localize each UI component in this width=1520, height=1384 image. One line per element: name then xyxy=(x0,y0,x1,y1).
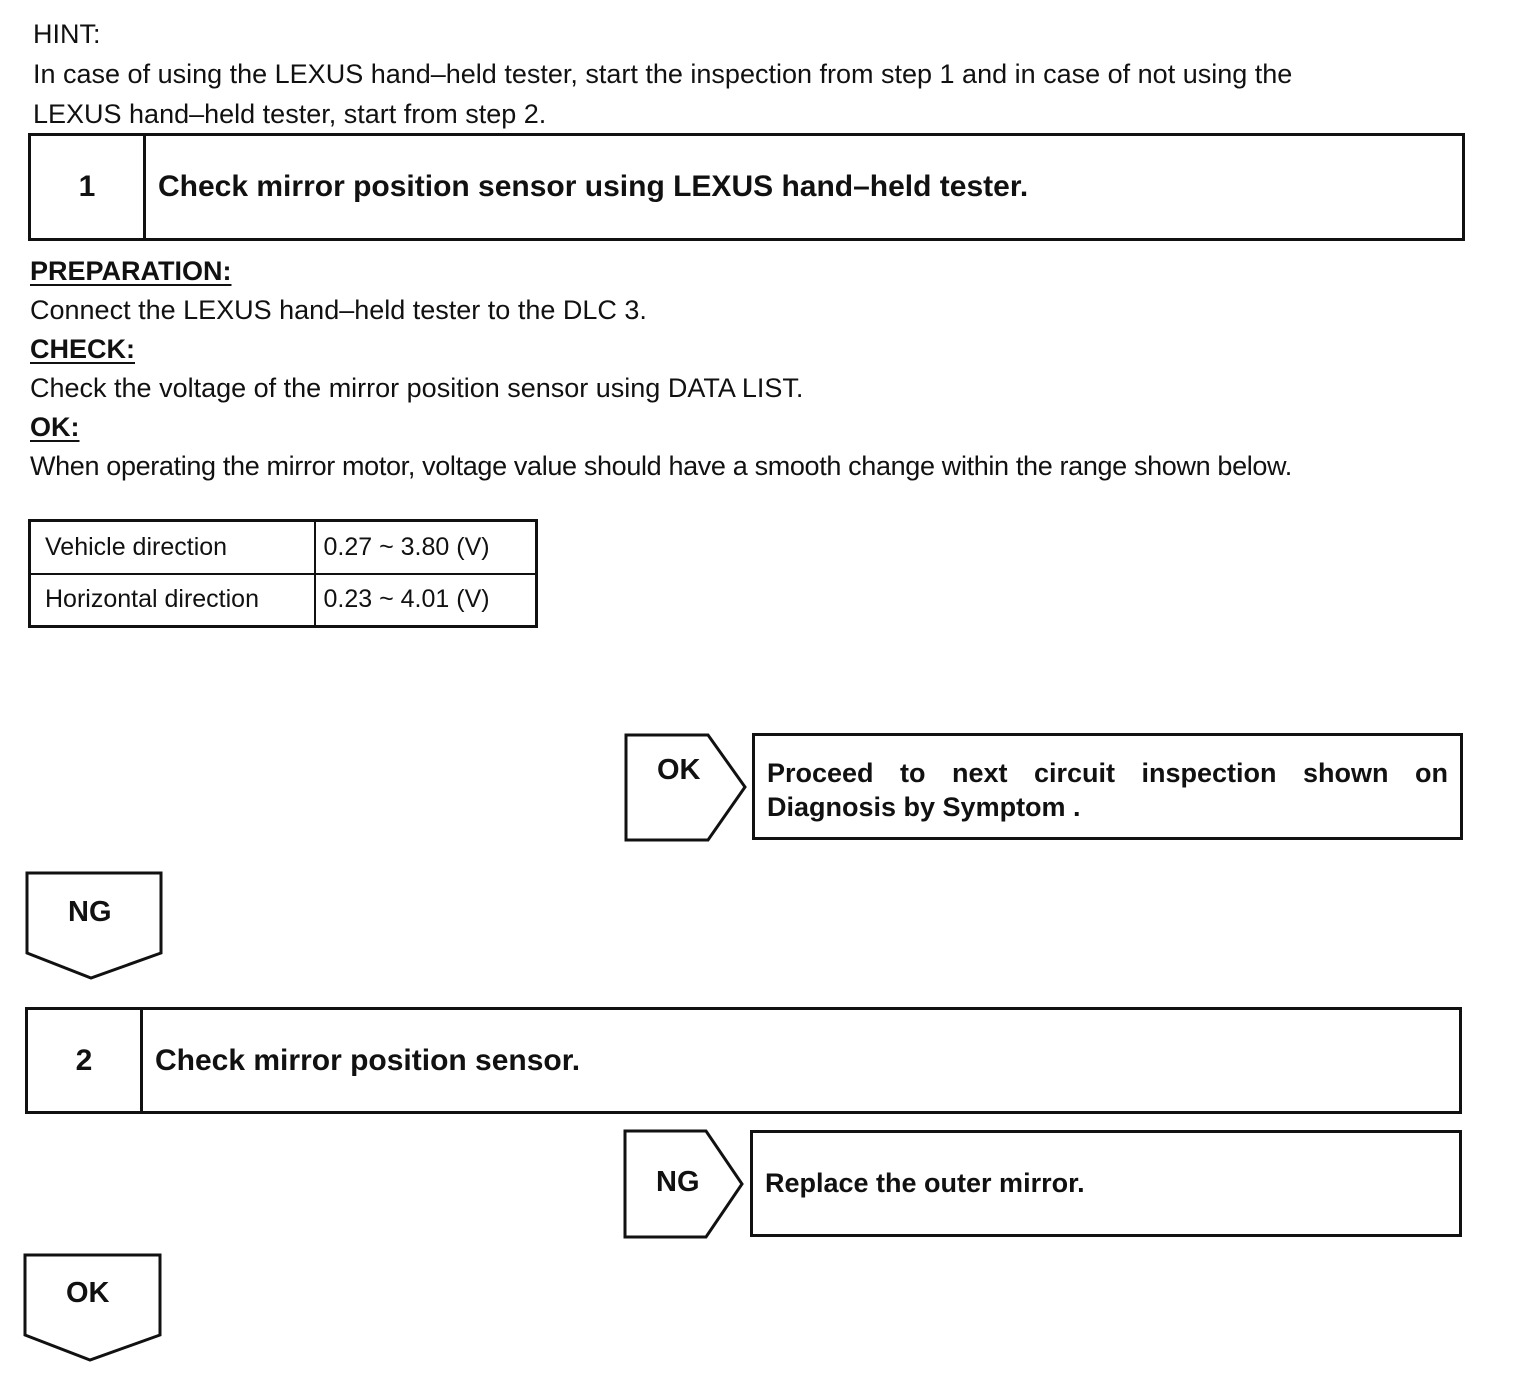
preparation-label: PREPARATION: xyxy=(30,256,232,286)
hint-title: HINT: xyxy=(33,19,101,49)
step-2-title: Check mirror position sensor. xyxy=(155,1043,581,1077)
ok-spec-label: OK: xyxy=(30,412,80,442)
flow-1-ng-label: NG xyxy=(68,896,112,928)
table-cell-direction: Vehicle direction xyxy=(30,521,315,574)
step-2-number: 2 xyxy=(28,1010,143,1111)
check-text: Check the voltage of the mirror position sensor using DATA LIST. xyxy=(30,373,804,403)
ok-arrow-right-icon xyxy=(626,735,745,840)
flow-1-ok-result: Proceed to next circuit inspection shown on Diagnosis by Symptom . xyxy=(752,733,1463,840)
flow-2-ok-label: OK xyxy=(66,1277,110,1309)
flow-2-ng-result-text: Replace the outer mirror. xyxy=(765,1168,1085,1198)
check-label: CHECK: xyxy=(30,334,135,364)
hint-line-1: In case of using the LEXUS hand–held tester, start the inspection from step 1 and in case of not using the xyxy=(33,59,1293,89)
preparation-text: Connect the LEXUS hand–held tester to the DLC 3. xyxy=(30,295,647,325)
table-cell-range: 0.23 ~ 4.01 (V) xyxy=(315,574,537,627)
ok-spec-text: When operating the mirror motor, voltage value should have a smooth change within the range shown below. xyxy=(30,451,1292,481)
table-cell-range: 0.27 ~ 3.80 (V) xyxy=(315,521,537,574)
table-cell-direction: Horizontal direction xyxy=(30,574,315,627)
flow-1-ok-label: OK xyxy=(657,754,701,786)
hint-line-2: LEXUS hand–held tester, start from step 2. xyxy=(33,99,547,129)
flow-2-ng-label: NG xyxy=(656,1166,700,1198)
flow-2-ng-result xyxy=(750,1130,1462,1237)
step-1-number: 1 xyxy=(31,136,146,238)
step-1-title: Check mirror position sensor using LEXUS hand–held tester. xyxy=(158,170,1029,203)
step-2-box xyxy=(25,1007,1462,1114)
